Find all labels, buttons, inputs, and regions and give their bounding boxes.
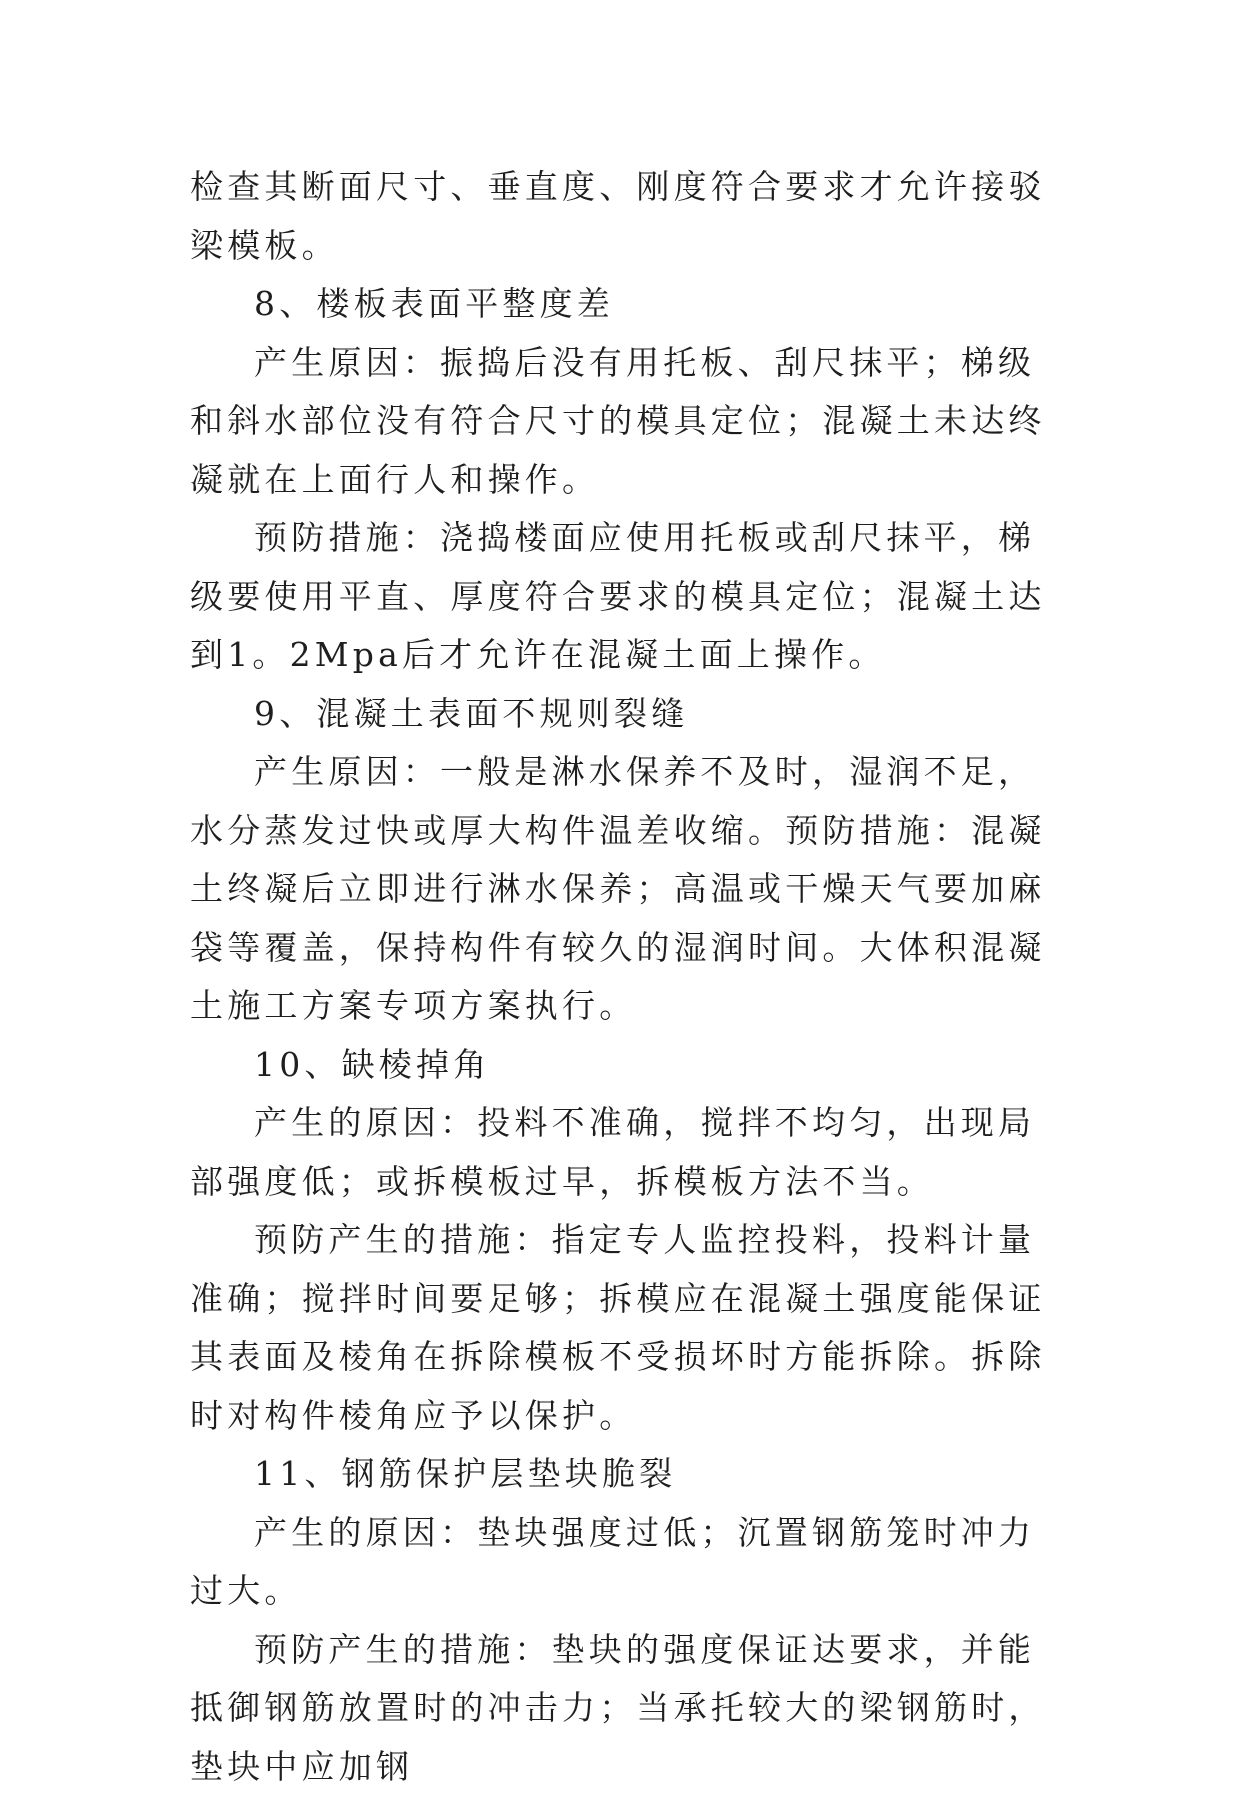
- paragraph-cause-11: 产生的原因：垫块强度过低；沉置钢筋笼时冲力过大。: [190, 1504, 1070, 1621]
- paragraph-prevention-8: 预防措施：浇捣楼面应使用托板或刮尺抹平，梯级要使用平直、厚度符合要求的模具定位；混凝土达到1。2Mpa后才允许在混凝土面上操作。: [190, 509, 1070, 685]
- section-heading-8: 8、楼板表面平整度差: [190, 275, 1070, 334]
- section-heading-11: 11、钢筋保护层垫块脆裂: [190, 1445, 1070, 1504]
- paragraph-continuation: 检查其断面尺寸、垂直度、刚度符合要求才允许接驳梁模板。: [190, 158, 1070, 275]
- paragraph-prevention-10: 预防产生的措施：指定专人监控投料，投料计量准确；搅拌时间要足够；拆模应在混凝土强度能保证其表面及棱角在拆除模板不受损坏时方能拆除。拆除时对构件棱角应予以保护。: [190, 1211, 1070, 1445]
- paragraph-cause-9: 产生原因：一般是淋水保养不及时，湿润不足，水分蒸发过快或厚大构件温差收缩。预防措施：混凝土终凝后立即进行淋水保养；高温或干燥天气要加麻袋等覆盖，保持构件有较久的湿润时间。大体积混凝土施工方案专项方案执行。: [190, 743, 1070, 1036]
- section-heading-10: 10、缺棱掉角: [190, 1036, 1070, 1095]
- paragraph-prevention-11: 预防产生的措施：垫块的强度保证达要求，并能抵御钢筋放置时的冲击力；当承托较大的梁钢筋时，垫块中应加钢: [190, 1621, 1070, 1796]
- paragraph-cause-10: 产生的原因：投料不准确，搅拌不均匀，出现局部强度低；或拆模板过早，拆模板方法不当。: [190, 1094, 1070, 1211]
- paragraph-cause-8: 产生原因：振捣后没有用托板、刮尺抹平；梯级和斜水部位没有符合尺寸的模具定位；混凝土未达终凝就在上面行人和操作。: [190, 334, 1070, 510]
- document-body: [190, 158, 1070, 1796]
- section-heading-9: 9、混凝土表面不规则裂缝: [190, 685, 1070, 744]
